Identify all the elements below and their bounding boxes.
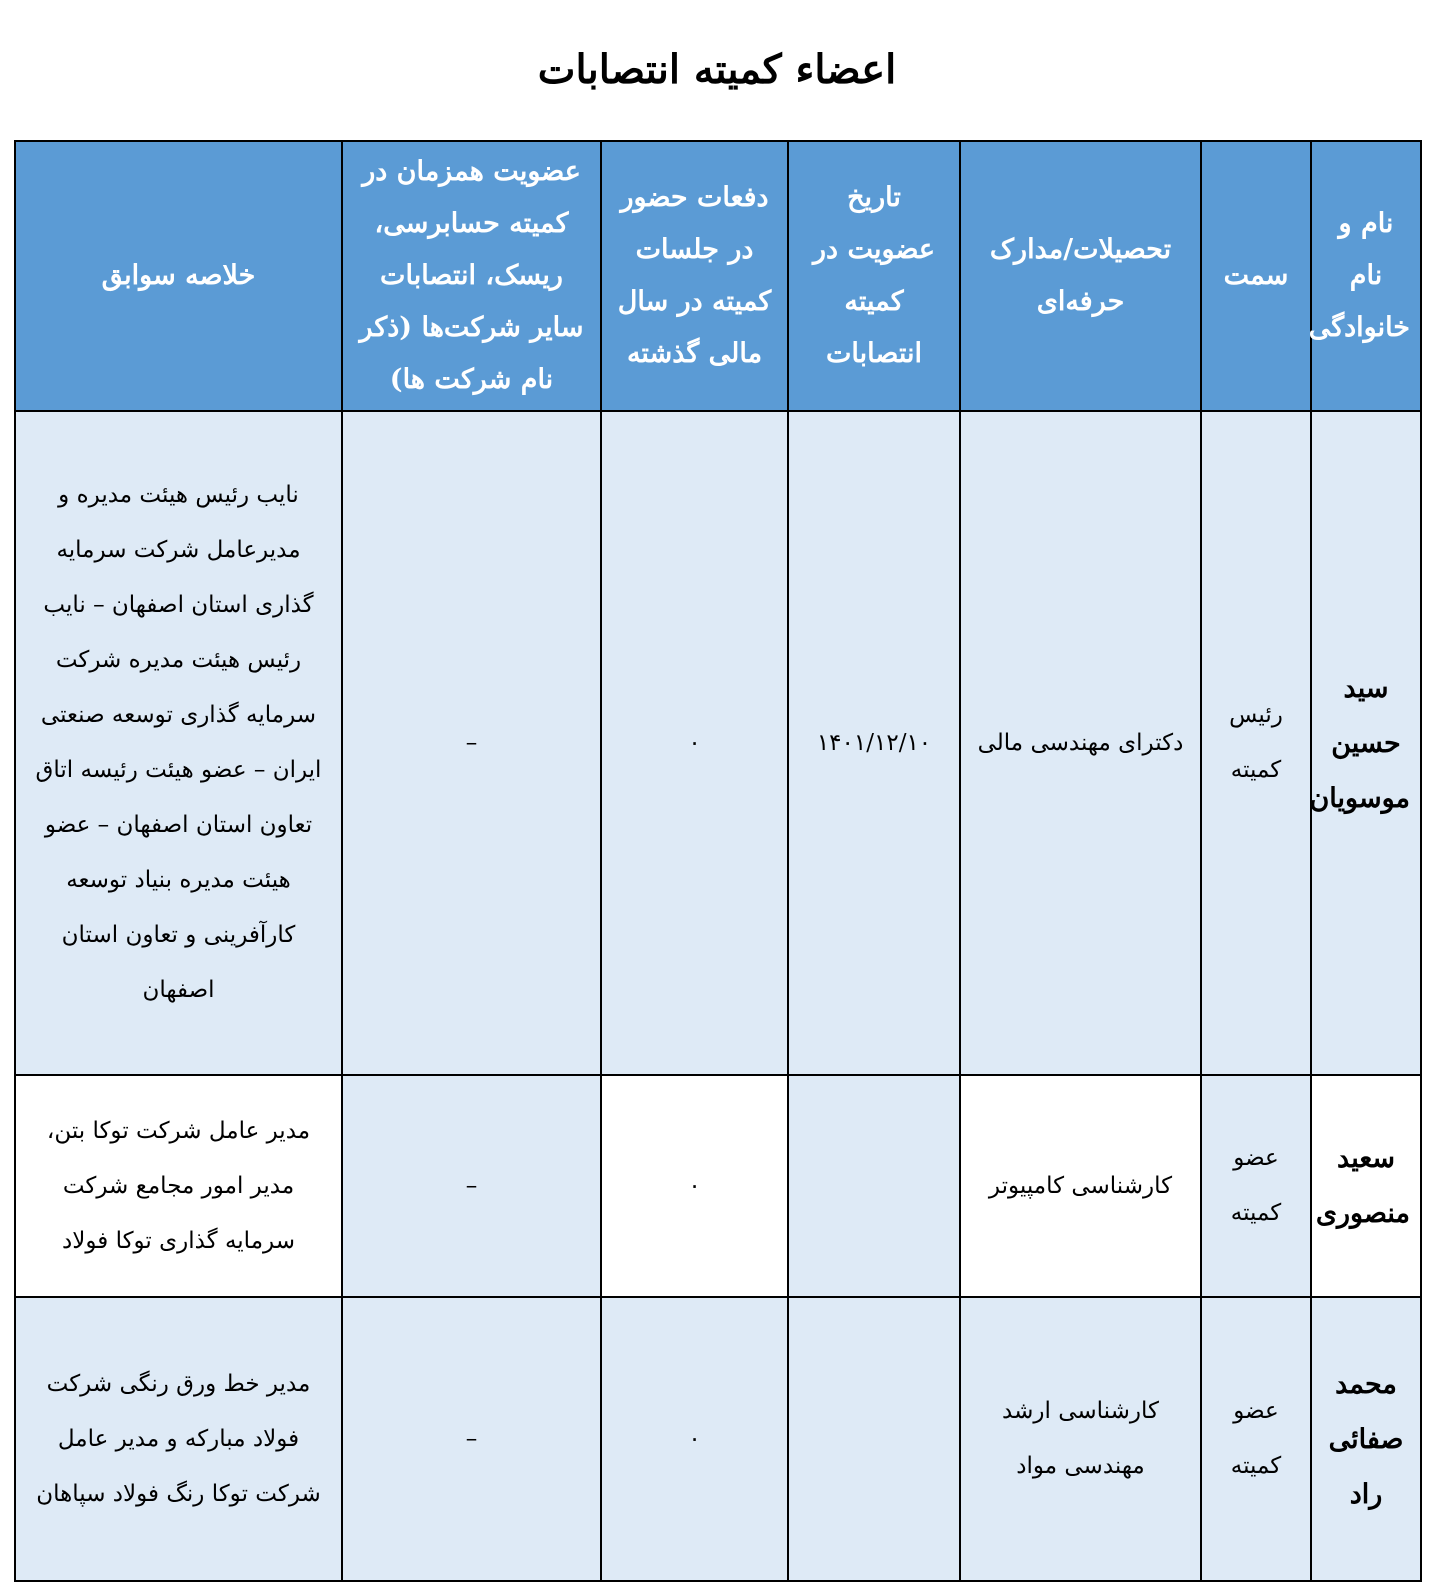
member-name: سید حسین موسویان [1311, 411, 1421, 1075]
header-row [15, 141, 1421, 411]
member-membership-date [788, 1075, 960, 1297]
member-education: کارشناسی کامپیوتر [960, 1075, 1201, 1297]
member-education: کارشناسی ارشد مهندسی مواد [960, 1297, 1201, 1581]
header-attendance: دفعات حضور در جلسات کمیته در سال مالی گذشته [601, 141, 788, 411]
header-name: نام و نام خانوادگی [1311, 141, 1421, 411]
member-education: دکترای مهندسی مالی [960, 411, 1201, 1075]
member-background: نایب رئیس هیئت مدیره و مدیرعامل شرکت سرمایه گذاری استان اصفهان – نایب رئیس هیئت مدیره شرکت سرمایه گذاری توسعه صنعتی ایران – عضو هیئت رئیسه اتاق تعاون استان اصفهان – عضو هیئت مدیره بنیاد توسعه کارآفرینی و تعاون استان اصفهان [15, 411, 342, 1075]
header-membership-date: تاریخ عضویت در کمیته انتصابات [788, 141, 960, 411]
header-position: سمت [1201, 141, 1311, 411]
member-membership-date [788, 1297, 960, 1581]
member-position: عضو کمیته [1201, 1297, 1311, 1581]
header-education: تحصیلات/مدارک حرفه‌ای [960, 141, 1201, 411]
table-row [15, 411, 1421, 1075]
page-title: اعضاء کمیته انتصابات [537, 46, 897, 93]
member-position: رئیس کمیته [1201, 411, 1311, 1075]
table-row [15, 1297, 1421, 1581]
member-attendance: ۰ [601, 411, 788, 1075]
committee-members-table [14, 140, 1422, 1582]
member-other-memberships: – [342, 411, 601, 1075]
member-name: سعید منصوری [1311, 1075, 1421, 1297]
member-name: محمد صفائی راد [1311, 1297, 1421, 1581]
member-membership-date: ۱۴۰۱/۱۲/۱۰ [788, 411, 960, 1075]
member-position: عضو کمیته [1201, 1075, 1311, 1297]
table-row [15, 1075, 1421, 1297]
member-background: مدیر خط ورق رنگی شرکت فولاد مبارکه و مدیر عامل شرکت توکا رنگ فولاد سپاهان [15, 1297, 342, 1581]
header-background: خلاصه سوابق [15, 141, 342, 411]
member-attendance: ۰ [601, 1075, 788, 1297]
header-other-memberships: عضویت همزمان در کمیته حسابرسی، ریسک، انتصابات سایر شرکت‌ها (ذکر نام شرکت ها) [342, 141, 601, 411]
member-attendance: ۰ [601, 1297, 788, 1581]
member-other-memberships: – [342, 1075, 601, 1297]
member-other-memberships: – [342, 1297, 601, 1581]
member-background: مدیر عامل شرکت توکا بتن، مدیر امور مجامع شرکت سرمایه گذاری توکا فولاد [15, 1075, 342, 1297]
